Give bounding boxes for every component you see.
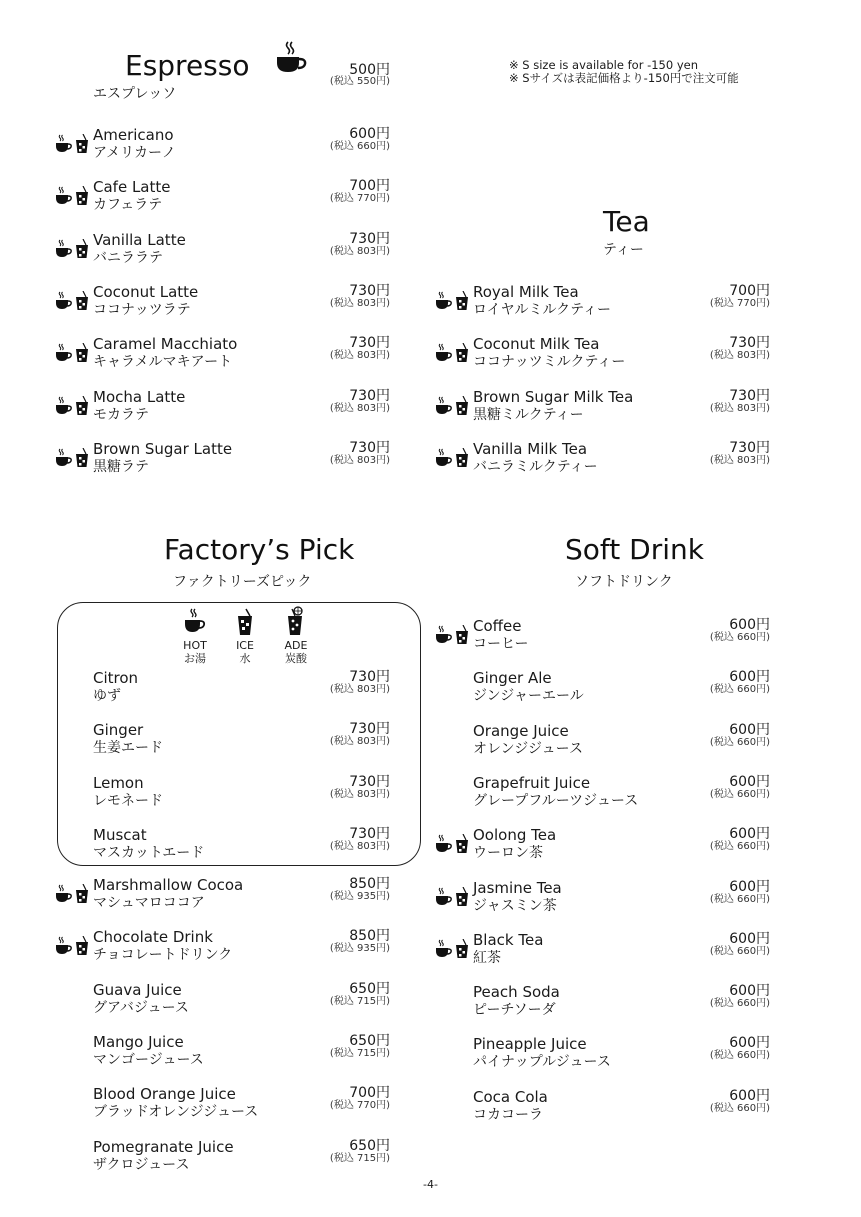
hot-ice-icon <box>436 625 470 645</box>
menu-item <box>473 826 770 862</box>
menu-item-price: 600円 <box>729 721 770 738</box>
hot-ice-icon <box>56 936 90 956</box>
menu-item-price: 650円 <box>349 1137 390 1154</box>
hot-ice-icon <box>436 887 470 907</box>
menu-item-tax-price: (税込 660円) <box>709 998 770 1010</box>
hot-ice-icon <box>56 343 90 363</box>
menu-item-name-en: Cafe Latte <box>93 178 171 197</box>
hot-ice-icon <box>56 448 90 468</box>
menu-item-name-ja: アメリカーノ <box>93 145 176 161</box>
menu-item-name-en: Ginger Ale <box>473 669 552 688</box>
menu-item-tax-price: (税込 803円) <box>709 350 770 362</box>
menu-item-name-ja: マスカットエード <box>93 844 205 861</box>
menu-item-name-en: Brown Sugar Milk Tea <box>473 387 634 406</box>
menu-item-name-en: Coca Cola <box>473 1087 548 1106</box>
menu-item <box>473 879 770 915</box>
hot-ice-icon <box>56 186 90 206</box>
legend-ice-en: ICE <box>236 639 254 652</box>
menu-item-name-ja: バニラミルクティー <box>473 458 598 475</box>
menu-item-tax-price: (税込 660円) <box>709 1050 770 1062</box>
legend-ade-ja: 炭酸 <box>285 652 307 665</box>
menu-item <box>473 931 770 967</box>
ade-glass-icon <box>284 606 308 636</box>
menu-item-tax-price: (税込 803円) <box>329 245 390 257</box>
menu-item-name-ja: 紅茶 <box>473 949 501 966</box>
menu-item-name-ja: 黒糖ミルクティー <box>473 406 584 423</box>
factory-title: Factory’s Pick <box>164 533 355 566</box>
menu-item-price: 730円 <box>729 439 770 456</box>
note-s-size-ja: ※ Sサイズは表記価格より-150円で注文可能 <box>509 71 739 85</box>
menu-item-price: 730円 <box>349 387 390 404</box>
menu-item-price: 650円 <box>349 1032 390 1049</box>
menu-item <box>93 774 390 810</box>
menu-item-name-ja: ゆず <box>93 688 121 704</box>
menu-item <box>473 983 770 1019</box>
menu-item-tax-price: (税込 803円) <box>329 454 390 466</box>
legend-hot-ja: お湯 <box>184 652 206 665</box>
menu-item-price: 730円 <box>349 825 390 842</box>
menu-item-name-ja: オレンジジュース <box>473 740 583 757</box>
menu-item-name-ja: ウーロン茶 <box>473 845 543 862</box>
menu-item <box>473 335 770 371</box>
menu-item <box>473 283 770 319</box>
menu-item-tax-price: (税込 770円) <box>329 193 390 205</box>
menu-item-name-en: Black Tea <box>473 930 544 949</box>
menu-item-name-ja: マンゴージュース <box>93 1051 204 1068</box>
menu-item-tax-price: (税込 803円) <box>329 350 390 362</box>
hot-ice-icon <box>436 396 470 416</box>
menu-item-price: 730円 <box>729 387 770 404</box>
espresso-title: Espresso <box>125 49 250 82</box>
hot-ice-icon <box>56 239 90 259</box>
menu-item-tax-price: (税込 660円) <box>329 141 390 152</box>
espresso-price: 500円 <box>349 62 390 78</box>
menu-item <box>93 178 390 214</box>
menu-item <box>93 283 390 319</box>
espresso-tax: (税込 550円) <box>329 76 390 87</box>
menu-item-price: 850円 <box>349 876 390 892</box>
menu-item <box>93 335 390 371</box>
menu-item-name-en: Oolong Tea <box>473 826 557 845</box>
hot-ice-icon <box>56 396 90 416</box>
legend-ade <box>276 639 316 665</box>
menu-item-name-en: Chocolate Drink <box>93 928 213 947</box>
menu-item <box>93 721 390 757</box>
menu-item-name-en: Pineapple Juice <box>473 1035 587 1054</box>
menu-item <box>93 669 390 705</box>
menu-item <box>93 440 390 476</box>
menu-item-name-ja: パイナップルジュース <box>473 1054 611 1071</box>
menu-item-name-en: Grapefruit Juice <box>473 773 591 792</box>
menu-item-name-en: Jasmine Tea <box>473 878 562 897</box>
menu-item-name-ja: カフェラテ <box>93 197 163 214</box>
legend-hot-en: HOT <box>183 639 207 652</box>
menu-item-tax-price: (税込 803円) <box>329 297 390 309</box>
soft-drink-subtitle: ソフトドリンク <box>575 574 673 590</box>
menu-item-tax-price: (税込 715円) <box>329 1047 390 1059</box>
menu-item-price: 730円 <box>349 773 390 790</box>
menu-item-price: 730円 <box>349 721 390 738</box>
menu-item-name-ja: ザクロジュース <box>93 1156 190 1173</box>
menu-item-name-ja: コカコーラ <box>473 1106 543 1123</box>
page-number: -4- <box>423 1178 438 1191</box>
hot-cup-icon <box>183 608 207 634</box>
menu-item-name-en: Muscat <box>93 825 147 844</box>
menu-item-price: 600円 <box>729 983 770 1000</box>
menu-item-tax-price: (税込 660円) <box>709 945 770 957</box>
menu-item-name-en: Lemon <box>93 773 144 792</box>
legend-ade-en: ADE <box>284 639 308 652</box>
menu-item <box>93 1085 390 1121</box>
menu-item-price: 730円 <box>349 335 390 352</box>
menu-item-tax-price: (税込 660円) <box>709 1102 770 1114</box>
menu-item-name-ja: キャラメルマキアート <box>93 354 233 371</box>
hot-ice-icon <box>436 448 470 468</box>
menu-item-tax-price: (税込 803円) <box>329 684 390 695</box>
menu-item <box>93 876 390 912</box>
menu-item-name-en: Americano <box>93 126 174 144</box>
menu-item <box>93 231 390 267</box>
menu-item <box>473 1035 770 1071</box>
menu-item-name-en: Blood Orange Juice <box>93 1085 236 1104</box>
menu-item-name-en: Pomegranate Juice <box>93 1137 234 1156</box>
menu-item-name-ja: コーヒー <box>473 636 529 652</box>
menu-item-tax-price: (税込 660円) <box>709 893 770 905</box>
ice-glass-icon <box>235 608 255 636</box>
menu-item-name-en: Caramel Macchiato <box>93 335 238 354</box>
menu-item-name-ja: グレープフルーツジュース <box>473 792 639 809</box>
menu-item-tax-price: (税込 803円) <box>329 402 390 414</box>
menu-item-name-en: Coconut Latte <box>93 282 199 301</box>
menu-item-tax-price: (税込 803円) <box>709 454 770 466</box>
menu-item <box>93 126 390 162</box>
menu-item-tax-price: (税込 660円) <box>709 788 770 800</box>
menu-item-name-en: Ginger <box>93 721 144 740</box>
menu-item-name-en: Peach Soda <box>473 983 560 1002</box>
menu-item <box>473 722 770 758</box>
menu-item-price: 600円 <box>729 773 770 790</box>
soft-drink-title: Soft Drink <box>565 533 704 566</box>
menu-item <box>473 388 770 424</box>
menu-item-name-ja: ジャスミン茶 <box>473 897 557 914</box>
menu-item-tax-price: (税込 803円) <box>709 402 770 414</box>
menu-item-tax-price: (税込 770円) <box>329 1100 390 1112</box>
menu-item <box>93 826 390 862</box>
menu-item <box>473 617 770 653</box>
menu-item-tax-price: (税込 660円) <box>709 632 770 643</box>
menu-item-name-ja: レモネード <box>93 792 163 809</box>
menu-item-price: 700円 <box>349 1085 390 1102</box>
menu-item-name-en: Mango Juice <box>93 1032 184 1051</box>
menu-item-price: 600円 <box>729 878 770 895</box>
menu-item <box>473 1088 770 1124</box>
menu-item-price: 600円 <box>729 669 770 686</box>
menu-item-name-ja: モカラテ <box>93 406 149 423</box>
menu-item-name-en: Coconut Milk Tea <box>473 335 600 354</box>
menu-item-name-en: Coffee <box>473 617 522 635</box>
menu-item-price: 730円 <box>349 439 390 456</box>
menu-item <box>93 1138 390 1174</box>
menu-item <box>93 1033 390 1069</box>
menu-item-tax-price: (税込 660円) <box>709 841 770 853</box>
menu-item-price: 730円 <box>349 282 390 299</box>
legend-hot <box>175 639 215 665</box>
hot-ice-icon <box>56 291 90 311</box>
menu-item <box>93 981 390 1017</box>
menu-item-name-ja: ピーチソーダ <box>473 1002 556 1019</box>
menu-item-name-ja: マシュマロココア <box>93 895 205 911</box>
menu-item-name-ja: ブラッドオレンジジュース <box>93 1104 259 1121</box>
menu-item-price: 730円 <box>349 230 390 247</box>
menu-item-tax-price: (税込 660円) <box>709 684 770 696</box>
menu-item-price: 700円 <box>349 178 390 195</box>
hot-ice-icon <box>56 134 90 154</box>
menu-item-name-en: Orange Juice <box>473 721 569 740</box>
menu-item-tax-price: (税込 803円) <box>329 788 390 800</box>
note-s-size-en: ※ S size is available for -150 yen <box>509 58 698 72</box>
menu-item-name-ja: グアバジュース <box>93 999 189 1016</box>
menu-item-price: 650円 <box>349 980 390 997</box>
menu-item-tax-price: (税込 715円) <box>329 995 390 1007</box>
tea-subtitle: ティー <box>603 242 644 258</box>
menu-item-price: 600円 <box>729 930 770 947</box>
menu-item-name-en: Guava Juice <box>93 980 182 999</box>
menu-item <box>93 388 390 424</box>
menu-item-name-en: Mocha Latte <box>93 387 186 406</box>
hot-ice-icon <box>436 834 470 854</box>
menu-item-name-ja: 生姜エード <box>93 740 163 757</box>
menu-item <box>473 440 770 476</box>
menu-item-name-en: Marshmallow Cocoa <box>93 876 244 894</box>
coffee-cup-icon <box>274 40 310 76</box>
menu-item <box>473 774 770 810</box>
menu-item-name-en: Vanilla Milk Tea <box>473 439 588 458</box>
menu-item-name-ja: 黒糖ラテ <box>93 458 149 475</box>
espresso-subtitle: エスプレッソ <box>93 86 177 102</box>
menu-item-name-en: Vanilla Latte <box>93 230 186 249</box>
tea-title: Tea <box>603 205 650 238</box>
menu-item-price: 730円 <box>729 335 770 352</box>
menu-item-tax-price: (税込 935円) <box>329 891 390 902</box>
menu-item-name-en: Royal Milk Tea <box>473 283 579 301</box>
menu-item-tax-price: (税込 803円) <box>329 736 390 748</box>
menu-item-name-ja: バニララテ <box>93 249 163 266</box>
legend-ice-ja: 水 <box>239 652 251 665</box>
menu-item-name-ja: チョコレートドリンク <box>93 947 233 964</box>
menu-item-price: 600円 <box>729 826 770 843</box>
menu-item-price: 600円 <box>729 1087 770 1104</box>
hot-ice-icon <box>436 291 470 311</box>
menu-item-name-en: Brown Sugar Latte <box>93 439 233 458</box>
hot-ice-icon <box>56 884 90 904</box>
menu-item-name-ja: ロイヤルミルクティー <box>473 302 612 318</box>
menu-item-tax-price: (税込 715円) <box>329 1152 390 1164</box>
menu-item-price: 600円 <box>349 126 390 142</box>
menu-item-price: 730円 <box>349 669 390 685</box>
hot-ice-icon <box>436 343 470 363</box>
menu-item-price: 600円 <box>729 617 770 633</box>
menu-item-name-ja: ココナッツラテ <box>93 301 191 318</box>
menu-item-name-ja: ジンジャーエール <box>473 688 584 705</box>
menu-item-tax-price: (税込 803円) <box>329 840 390 852</box>
menu-item-price: 850円 <box>349 928 390 945</box>
menu-item-price: 700円 <box>729 283 770 299</box>
legend-ice <box>225 639 265 665</box>
menu-item-tax-price: (税込 935円) <box>329 943 390 955</box>
menu-item <box>473 669 770 705</box>
menu-item-price: 600円 <box>729 1035 770 1052</box>
menu-item-tax-price: (税込 660円) <box>709 736 770 748</box>
menu-item-name-en: Citron <box>93 669 139 687</box>
menu-item-name-ja: ココナッツミルクティー <box>473 354 626 371</box>
hot-ice-icon <box>436 939 470 959</box>
menu-item <box>93 928 390 964</box>
factory-subtitle: ファクトリーズピック <box>173 574 312 590</box>
menu-item-tax-price: (税込 770円) <box>709 298 770 309</box>
